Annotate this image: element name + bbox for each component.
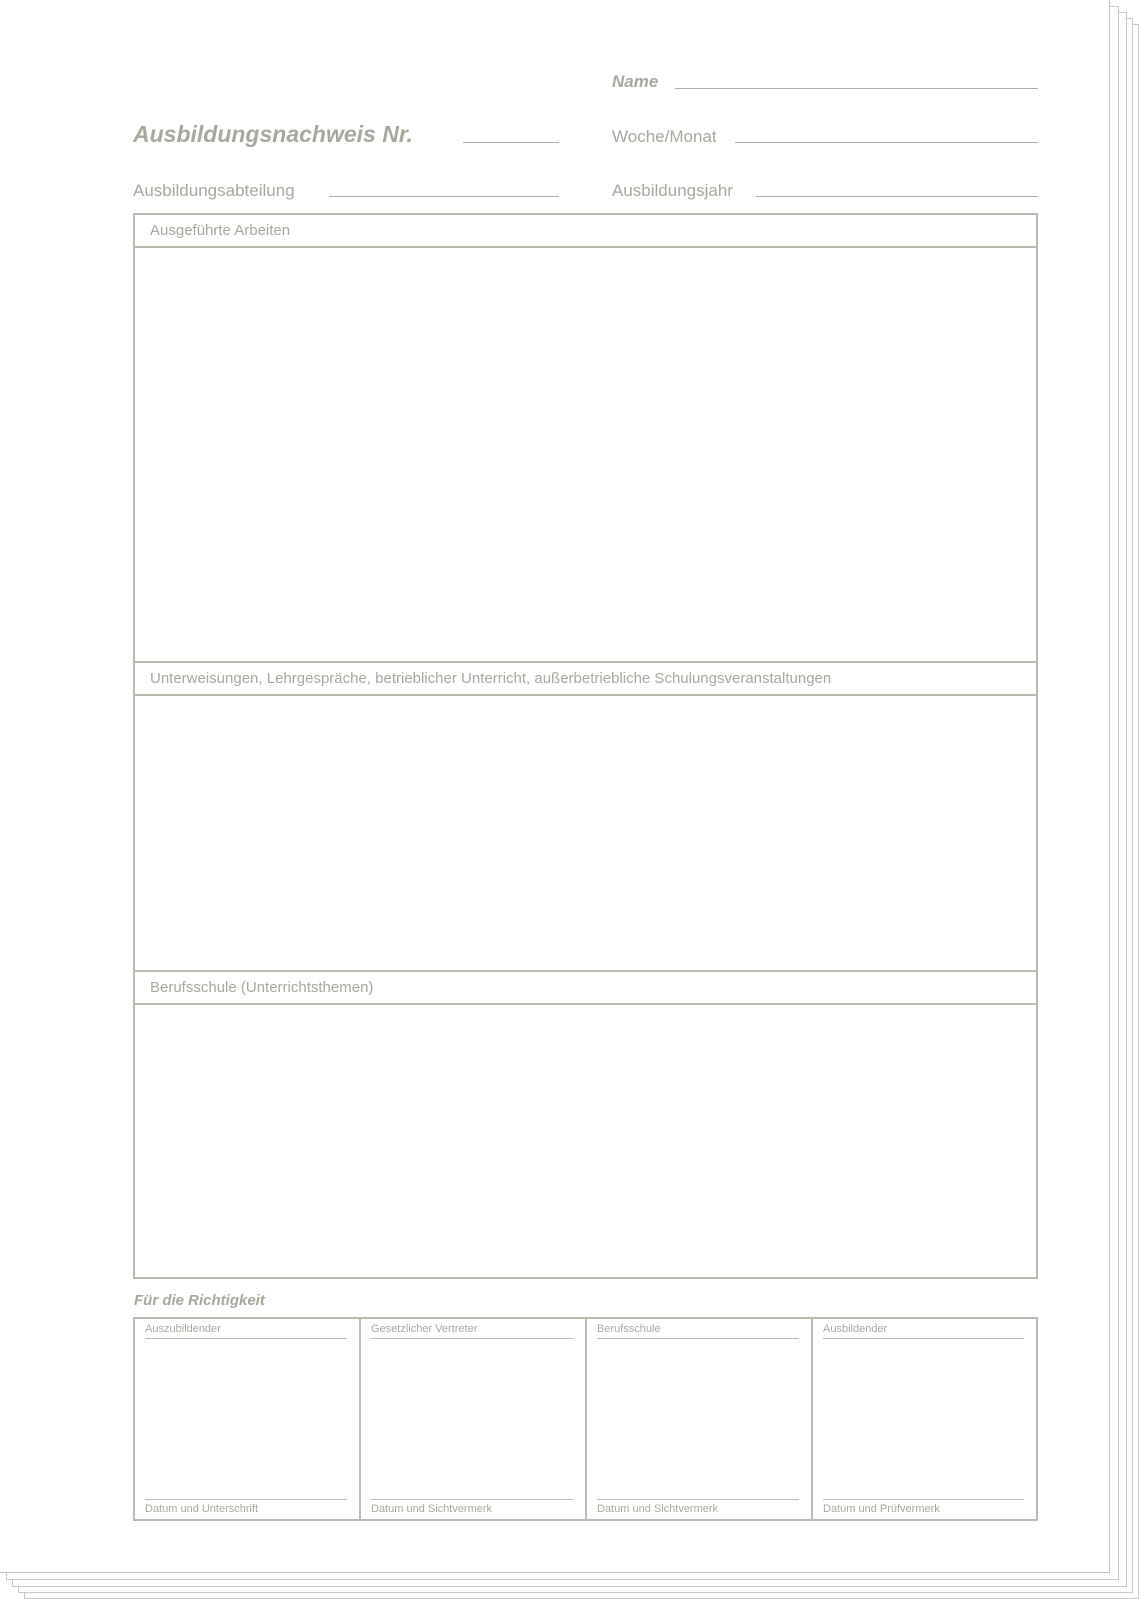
- section-header: [135, 972, 1036, 1005]
- section-label: Unterweisungen, Lehrgespräche, betrieblicher Unterricht, außerbetriebliche Schulungsveranstaltungen: [150, 670, 832, 687]
- training-year-label: Ausbildungsjahr: [612, 181, 733, 200]
- signature-role: Ausbildender: [823, 1323, 888, 1335]
- week-month-label: Woche/Monat: [612, 127, 717, 146]
- section-label: Berufsschule (Unterrichtsthemen): [150, 979, 374, 996]
- section-instructions: [133, 661, 1038, 972]
- signature-line: [597, 1499, 799, 1500]
- signature-footer: Datum und Prüfvermerk: [823, 1503, 940, 1515]
- section-label: Ausgeführte Arbeiten: [150, 222, 291, 239]
- section-header: [135, 663, 1036, 696]
- divider: [145, 1338, 347, 1339]
- signature-line: [145, 1499, 347, 1500]
- signature-box-vocational-school[interactable]: [587, 1319, 813, 1519]
- signature-box-trainee[interactable]: [135, 1319, 361, 1519]
- form-title: Ausbildungsnachweis Nr.: [133, 121, 413, 147]
- vocational-school-area[interactable]: [135, 1005, 1036, 1277]
- signature-role: Auszubildender: [145, 1323, 221, 1335]
- signature-footer: Datum und Sichtvermerk: [597, 1503, 719, 1515]
- signature-box-legal-guardian[interactable]: [361, 1319, 587, 1519]
- training-year-field[interactable]: [756, 196, 1038, 197]
- department-field[interactable]: [329, 196, 559, 197]
- week-month-field[interactable]: [735, 142, 1038, 143]
- signature-box-trainer[interactable]: [813, 1319, 1036, 1519]
- section-performed-work: [133, 213, 1038, 663]
- performed-work-area[interactable]: [135, 248, 1036, 661]
- signature-role: Gesetzlicher Vertreter: [371, 1323, 478, 1335]
- signature-footer: Datum und Sichtvermerk: [371, 1503, 493, 1515]
- signature-line: [371, 1499, 573, 1500]
- signature-grid: [133, 1317, 1038, 1521]
- divider: [823, 1338, 1024, 1339]
- divider: [371, 1338, 573, 1339]
- section-vocational-school: [133, 970, 1038, 1279]
- department-label: Ausbildungsabteilung: [133, 181, 295, 200]
- signature-footer: Datum und Unterschrift: [145, 1503, 259, 1515]
- signature-line: [823, 1499, 1024, 1500]
- section-header: [135, 215, 1036, 248]
- signatures-heading: Für die Richtigkeit: [134, 1292, 265, 1309]
- report-number-field[interactable]: [463, 142, 559, 143]
- name-field[interactable]: [675, 88, 1038, 89]
- divider: [597, 1338, 799, 1339]
- instructions-area[interactable]: [135, 696, 1036, 970]
- signature-role: Berufsschule: [597, 1323, 661, 1335]
- name-label: Name: [612, 72, 659, 91]
